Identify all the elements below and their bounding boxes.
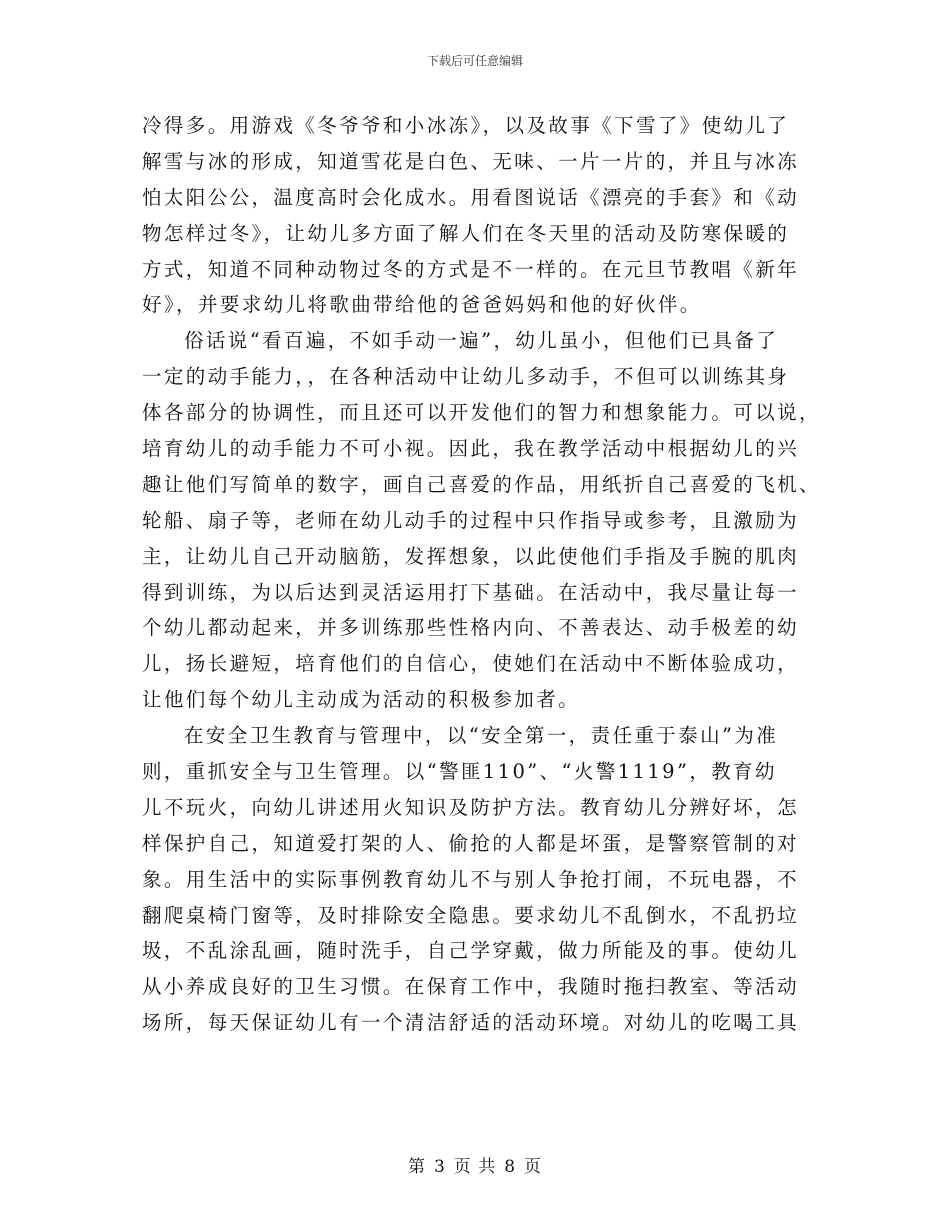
body-line: 圾，不乱涂乱画，随时洗手，自己学穿戴，做力所能及的事。使幼儿 (142, 939, 800, 963)
body-line: 轮船、扇子等，老师在幼儿动手的过程中只作指导或参考，且激励为 (142, 508, 800, 532)
document-body (142, 108, 821, 1041)
page-number-current: 3 (433, 1157, 446, 1177)
body-line: 冷得多。用游戏《冬爷爷和小冰冻》，以及故事《下雪了》使幼儿了 (142, 114, 790, 137)
body-line: 则，重抓安全与卫生管理。以“警匪110”、“火警1119”，教育幼 (142, 760, 777, 784)
body-line: 得到训练，为以后达到灵活运用打下基础。在活动中，我尽量让每一 (142, 580, 800, 604)
body-line: 儿，扬长避短，培育他们的自信心，使她们在活动中不断体验成功， (142, 652, 800, 676)
body-line: 方式，知道不同种动物过冬的方式是不一样的。在元旦节教唱《新年 (142, 257, 800, 281)
body-line: 让他们每个幼儿主动成为活动的积极参加者。 (142, 688, 581, 712)
body-line: 从小养成良好的卫生习惯。在保育工作中，我随时拖扫教室、等活动 (142, 975, 800, 999)
body-line: 解雪与冰的形成，知道雪花是白色、无味、一片一片的，并且与冰冻 (142, 149, 800, 173)
body-line: 体各部分的协调性，而且还可以开发他们的智力和想象能力。可以说， (142, 401, 821, 425)
paragraph-start-line: 俗话说“看百遍，不如手动一遍”，幼儿虽小，但他们已具备了 (184, 329, 779, 353)
page-number-total: 8 (504, 1157, 517, 1177)
body-line: 一定的动手能力，，在各种活动中让幼儿多动手，不但可以训练其身 (142, 365, 790, 389)
page-number (0, 1152, 950, 1177)
body-line: 好》，并要求幼儿将歌曲带给他的爸爸妈妈和他的好伙伴。 (142, 293, 702, 317)
body-line: 样保护自己，知道爱打架的人、偷抢的人都是坏蛋，是警察管制的对 (142, 831, 800, 855)
body-line: 主，让幼儿自己开动脑筋，发挥想象，以此使他们手指及手腕的肌肉 (142, 544, 800, 568)
body-line: 场所，每天保证幼儿有一个清洁舒适的活动环境。对幼儿的吃喝工具 (142, 1011, 800, 1035)
page-number-suffix: 页 (524, 1157, 543, 1177)
body-line: 趣让他们写简单的数字，画自己喜爱的作品，用纸折自己喜爱的飞机、 (142, 472, 821, 496)
body-line: 培育幼儿的动手能力不可小视。因此，我在教学活动中根据幼儿的兴 (142, 437, 800, 461)
paragraph-start-line: 在安全卫生教育与管理中，以“安全第一，责任重于泰山”为准 (184, 724, 779, 748)
body-line: 怕太阳公公，温度高时会化成水。用看图说话《漂亮的手套》和《动 (142, 185, 800, 209)
body-line: 个幼儿都动起来，并多训练那些性格内向、不善表达、动手极差的幼 (142, 616, 800, 640)
page-header: 下载后可任意编辑 (426, 54, 523, 68)
body-line: 翻爬桌椅门窗等，及时排除安全隐患。要求幼儿不乱倒水，不乱扔垃 (142, 903, 800, 927)
body-line: 物怎样过冬》，让幼儿多方面了解人们在冬天里的活动及防寒保暖的 (142, 221, 790, 245)
body-line: 儿不玩火，向幼儿讲述用火知识及防护方法。教育幼儿分辨好坏，怎 (142, 795, 800, 819)
body-line: 象。用生活中的实际事例教育幼儿不与别人争抢打闹，不玩电器，不 (142, 867, 800, 891)
page-number-middle: 页 共 (453, 1157, 497, 1177)
page-number-prefix: 第 (407, 1157, 426, 1177)
